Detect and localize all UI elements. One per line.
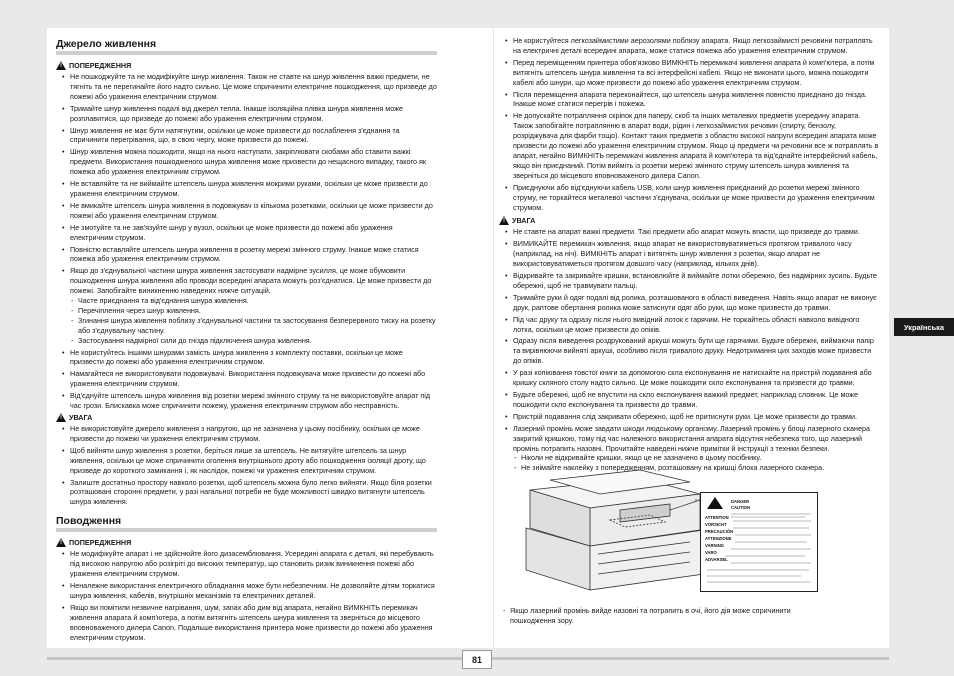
sticker-graphic (701, 493, 817, 591)
page-number: 81 (462, 650, 492, 669)
list-item: • Не пошкоджуйте та не модифікуйте шнур живлення. Також не ставте на шнур живлення важкі предмети, не тягніть та не перегинайте його надто сильно. Це може спричинити електричне пошкодження, що призведе до пожежі або ураження електричним струмом. (70, 72, 437, 102)
handling-warning-list (56, 549, 437, 642)
left-column (56, 38, 437, 644)
sub-item: - Ніколи не відкривайте кришки, якщо це не зазначено в цьому посібнику. (521, 453, 881, 463)
warning-triangle-icon: ! (56, 538, 66, 547)
handling-caution-list (499, 227, 881, 473)
sub-item: - Застосування надмірної сили до гнізда підключення шнура живлення. (78, 336, 437, 346)
sticker-line: ATTENTION (705, 515, 729, 520)
sticker-line: ADVARSEL (705, 557, 728, 562)
caution-heading (56, 413, 437, 422)
list-item-text: Якщо до з'єднувальної частини шнура живлення застосувати надмірне зусилля, це може обумовити пошкодження шнура живлення або проводи всередині апарата можуть роз'єднатися. Це може призвести до пожежі. Запобігайте виникненню наведених нижче ситуацій. (70, 266, 432, 296)
handling-warning-list-cont (499, 36, 881, 212)
right-column (499, 36, 881, 475)
warning-label: ПОПЕРЕДЖЕННЯ (69, 61, 132, 70)
list-item: • Відкривайте та закривайте кришки, встановлюйте й виймайте лотки обережно, без надмірних зусиль. Будьте обережні, щоб не травмувати пальці. (513, 271, 881, 291)
list-item: • Тримайте шнур живлення подалі від джерел тепла. Інакше ізоляційна плівка шнура живлення може розплавитися, що призведе до пожежі або ураження електричним струмом. (70, 104, 437, 124)
list-item: • Не вставляйте та не виймайте штепсель шнура живлення мокрими руками, оскільки це може призвести до ураження електричним струмом. (70, 179, 437, 199)
list-item: • Повністю вставляйте штепсель шнура живлення в розетку мережі змінного струму. Інакше може статися пожежа або ураження електричним струмом. (70, 245, 437, 265)
warning-heading (56, 61, 437, 70)
list-item: • Перед переміщенням принтера обов'язково ВИМКНІТЬ перемикачі живлення апарата й комп'ютера, а потім витягніть штепсель шнура живлення та всі інтерфейсні кабелі. Якщо не виконати цього, можна пошкодити кабелі або шнури, що може призвести до пожежі або ураження електричним струмом. (513, 58, 881, 88)
list-item: • Приєднуючи або від'єднуючи кабель USB, коли шнур живлення приєднаний до розетки мережі змінного струму, не торкайтеся металевої частини з'єднувача, оскільки це може призвести до ураження електричним струмом. (513, 183, 881, 213)
caution-triangle-icon: ! (56, 413, 66, 422)
list-item: • Тримайте руки й одяг подалі від ролика, розташованого в області виведення. Навіть якщо апарат не виконує друк, раптове обертання ролика може затиснути одяг або руки, що може призвести до травми. (513, 293, 881, 313)
list-item: • ВИМИКАЙТЕ перемикач живлення, якщо апарат не використовуватиметься протягом тривалого часу (наприклад, на ніч). ВИМКНІТЬ апарат і витягніть шнур живлення з розетки, якщо апарат не використовуватиметься протягом довшого часу (наприклад, кількох днів). (513, 239, 881, 269)
language-tab: Українська (894, 318, 954, 336)
section-rule (56, 51, 437, 55)
list-item: • Намагайтеся не використовувати подовжувачі. Використання подовжувача може призвести до пожежі або ураження електричним струмом. (70, 369, 437, 389)
list-item: • Не модифікуйте апарат і не здійснюйте його дизасемблювання. Усередині апарата є деталі, які перебувають під високою напругою або розігріті до високих температур, що становить ризик виникнення пожежі або ураження електричним струмом. (70, 549, 437, 579)
handling-section-title: Поводження (56, 515, 122, 528)
sub-item: - Перечіплення через шнур живлення. (78, 306, 437, 316)
list-item: • Не допускайте потрапляння скріпок для паперу, скоб та інших металевих предметів усередину апарата. Також запобігайте потраплянню в апарат води, рідин і легкозаймистих речовин (спирту, бензолу, розріджувача для фарби тощо). Контакт таких предметів з областю високої напруги всередині апарата може призвести до пожежі або ураження електричним струмом. Якщо ці предмети чи речовини все ж потраплять в апарат, негайно ВИМКНІТЬ перемикачі живлення апарата й комп'ютера та від'єднайте інтерфейсний кабель, якщо він приєднаний. Потім вийміть із розетки мережі змінного струму штепсель шнура живлення та зверніться до місцевого вповноваженого дилера Canon. (513, 111, 881, 180)
sub-item: - Згинання шнура живлення поблизу з'єднувальної частини та застосування безперервного тиску на розетку або з'єднувальну частину. (78, 316, 437, 336)
power-section-title: Джерело живлення (56, 38, 157, 50)
sticker-line: CAUTION (731, 505, 751, 510)
laser-warning-sticker (700, 492, 818, 592)
power-warning-list (56, 72, 437, 411)
list-item: • Будьте обережні, щоб не впустити на скло експонування важкий предмет, наприклад словник. Це може пошкодити скло експонування та призвести до травми. (513, 390, 881, 410)
sticker-line: DANGER (731, 499, 750, 504)
power-caution-list (56, 424, 437, 507)
list-item: • У разі копіювання товстої книги за допомогою скла експонування не натискайте на пристрій подавання або кришку скляного столу надто сильно. Це може пошкодити скло експонування та призвести до травми. (513, 368, 881, 388)
sticker-warning-icon (707, 497, 723, 509)
list-item: • Не змотуйте та не зав'язуйте шнур у вузол, оскільки це може призвести до пожежі або ураження електричним струмом. (70, 223, 437, 243)
section-rule (56, 528, 437, 532)
sub-item: - Часте приєднання та від'єднання шнура живлення. (78, 296, 437, 306)
list-item (70, 266, 437, 345)
caution-label: УВАГА (512, 216, 536, 226)
sticker-line: VARO (705, 550, 717, 555)
laser-note (458, 606, 838, 626)
list-item: • Шнур живлення можна пошкодити, якщо на нього наступати, закріплювати скобами або ставити важкі предмети. Використання пошкодженого шнура живлення може призвести до нещасного випадку, такого як пожежа або ураження електричним струмом. (70, 147, 437, 177)
list-item: • Щоб вийняти шнур живлення з розетки, беріться лише за штепсель. Не витягуйте штепсель за шнур живлення, оскільки це може спричинити оголення внутрішнього дроту або пошкодження ізоляції дроту, що призведе до короткого замикання і, як наслідок, пожежі чи ураження електричним струмом. (70, 446, 437, 476)
list-item: • Не користуйтесь іншими шнурами замість шнура живлення з комплекту поставки, оскільки це може призвести до пожежі або ураження електричним струмом. (70, 348, 437, 368)
sticker-line: VARNING (705, 543, 724, 548)
list-item: • Залиште достатньо простору навколо розетки, щоб штепсель можна було легко вийняти. Якщо біля розетки розташовані сторонні предмети, у разі нагальної потреби не буде можливості швидко витягнути штепсель шнура живлення. (70, 478, 437, 508)
list-item: • Від'єднуйте штепсель шнура живлення від розетки мережі змінного струму та не використовуйте апарат під час грози. Блискавка може спричинити пожежу, ураження електричним струмом або несправність. (70, 391, 437, 411)
list-item: • Не ставте на апарат важкі предмети. Такі предмети або апарат можуть впасти, що призведе до травми. (513, 227, 881, 237)
list-item: • Не вмикайте штепсель шнура живлення в подовжувач із кількома розетками, оскільки це може призвести до пожежі або ураження електричним струмом. (70, 201, 437, 221)
list-item: • Після переміщення апарата переконайтеся, що штепсель шнура живлення повністю приєднано до гнізда. Інакше може статися перегрів і пожежа. (513, 90, 881, 110)
sticker-line: ATTENZIONE (705, 536, 732, 541)
sub-list (70, 296, 437, 346)
list-item: • Пристрій подавання слід закривати обережно, щоб не притиснути руки. Це може призвести до травми. (513, 412, 881, 422)
list-item-text: Лазерний промінь може завдати шкоди людському організму. Лазерний промінь у блоці лазерного сканера закритий кришкою, тому під час належного використання апарата відсутня небезпека того, що лазерний промінь потрапить назовні. Прочитайте наведені нижче примітки й інструкції з техніки безпеки. (513, 423, 870, 453)
list-item: • Не користуйтеся легкозаймистими аерозолями поблизу апарата. Якщо легкозаймисті речовини потраплять на електричні деталі всередині апарата, може статися пожежа або ураження електричним струмом. (513, 36, 881, 56)
caution-heading (499, 216, 881, 225)
sticker-line: PRECAUCIÓN (705, 529, 734, 534)
caution-triangle-icon: ! (499, 216, 509, 225)
list-item: • Під час друку та одразу після нього вивідний лоток є гарячим. Не торкайтесь області навколо вивідного лотка, оскільки це може призвести до опіків. (513, 315, 881, 335)
list-item: • Неналежне використання електричного обладнання може бути небезпечним. Не дозволяйте дітям торкатися шнура живлення, кабелів, внутрішніх механізмів та електричних деталей. (70, 581, 437, 601)
warning-label: ПОПЕРЕДЖЕННЯ (69, 538, 132, 548)
note-list (458, 606, 838, 626)
warning-triangle-icon: ! (56, 61, 66, 70)
list-item: • Не використовуйте джерело живлення з напругою, що не зазначена у цьому посібнику, оскільки це може призвести до пожежі чи ураження електричним струмом. (70, 424, 437, 444)
caution-label: УВАГА (69, 413, 93, 422)
list-item: • Шнур живлення не має бути натягнутим, оскільки це може призвести до послаблення з'єднання та спричинити перегрівання, що, в свою чергу, може призвести до пожежі. (70, 126, 437, 146)
sub-item: - Не знімайте наклейку з попередженням, розташовану на кришці блока лазерного сканера. (521, 463, 881, 473)
note-item: - Якщо лазерний промінь вийде назовні та потрапить в очі, його дія може спричинити пошкодження зору. (510, 606, 838, 626)
list-item: • Якщо ви помітили незвичне нагрівання, шум, запах або дим від апарата, негайно ВИМКНІТЬ перемикач живлення апарата й комп'ютера, а потім витягніть штепсель шнура живлення та зверніться до місцевого вповноваженого дилера Canon. Подальше використання принтера може призвести до пожежі або ураження електричним струмом. (70, 603, 437, 643)
list-item: • Одразу після виведення роздрукований аркуші можуть бути ще гарячими. Будьте обережні, виймаючи папір та вирівнюючи вийняті аркуші, особливо після тривалого друку. Недотримання цих заходів може призвести до опіків. (513, 336, 881, 366)
sticker-line: VORSICHT (705, 522, 727, 527)
warning-heading (56, 538, 437, 547)
